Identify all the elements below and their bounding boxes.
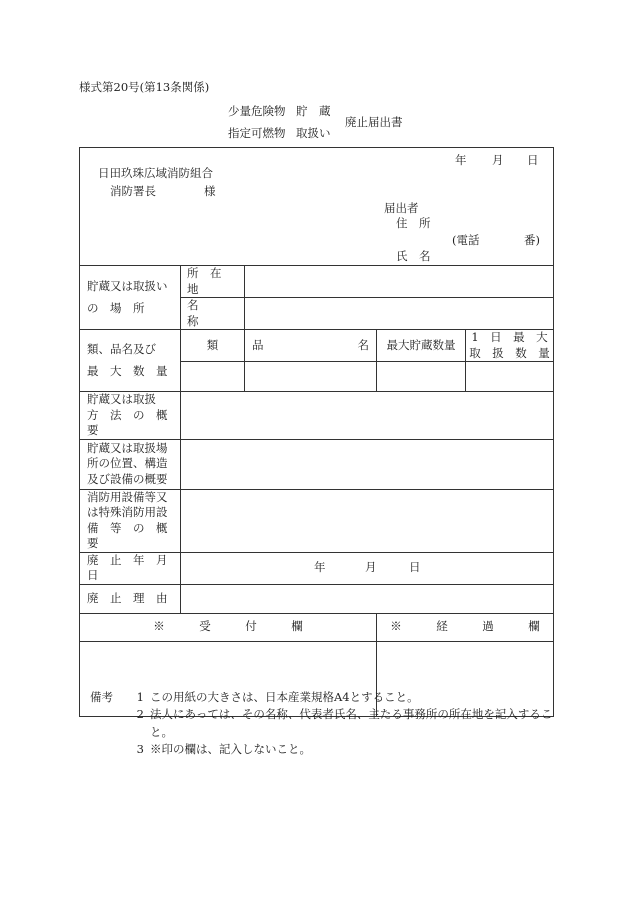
- method-label-line1: 貯蔵又は取扱: [87, 392, 156, 407]
- form-number: 様式第20号(第13条関係): [79, 80, 210, 94]
- facility-value[interactable]: [181, 439, 554, 489]
- col-daily-max-line1: 1 日 最 大: [471, 330, 548, 345]
- location-label-line2: の 場 所: [87, 300, 145, 315]
- name-field-value[interactable]: [245, 298, 554, 330]
- note-number: [126, 724, 144, 741]
- reception-column-header: ※ 受 付 欄: [80, 613, 377, 641]
- title-line2-action: 取扱い: [296, 126, 331, 140]
- location-label: [80, 266, 181, 330]
- progress-column-header: ※ 経 過 欄: [377, 613, 554, 641]
- fire-equipment-label-line3: 備 等 の 概 要: [87, 520, 179, 551]
- title-line2-type: 指定可燃物: [228, 126, 286, 140]
- note-number: 2: [136, 707, 144, 722]
- class-value[interactable]: [181, 362, 245, 392]
- max-storage-value[interactable]: [377, 362, 466, 392]
- facility-label-line3: 及び設備の概要: [87, 471, 168, 486]
- header-block: [80, 148, 554, 266]
- title-line1-type: 少量危険物: [228, 104, 286, 118]
- note-text: と。: [150, 724, 173, 739]
- method-label-line2: 方 法 の 概 要: [87, 407, 179, 438]
- honorific: 様: [204, 184, 216, 198]
- col-item-header-b: 名: [357, 337, 369, 352]
- facility-label-line1: 貯蔵又は取扱場: [87, 440, 168, 455]
- abolish-month-label: 月: [365, 559, 377, 574]
- col-daily-max-header: [466, 330, 554, 362]
- addressee-org: 日田玖珠広域消防組合: [98, 166, 213, 180]
- fire-equipment-label: [80, 489, 181, 552]
- address-field-label: 所 在 地: [181, 266, 245, 298]
- address-field-value[interactable]: [245, 266, 554, 298]
- facility-label: [80, 439, 181, 489]
- application-form-table: [79, 147, 554, 717]
- applicant-label: 届出者: [384, 201, 419, 215]
- date-month-label: 月: [492, 153, 504, 167]
- class-item-label-line2: 最 大 数 量: [87, 363, 168, 378]
- abolish-date-value[interactable]: [181, 552, 554, 584]
- method-label: [80, 392, 181, 440]
- fire-equipment-value[interactable]: [181, 489, 554, 552]
- name-field-label: 名 称: [181, 298, 245, 330]
- title-line1-action: 貯 蔵: [296, 104, 331, 118]
- note-number: 1: [136, 690, 144, 704]
- abolish-year-label: 年: [314, 559, 326, 574]
- note-number: 3: [136, 741, 144, 756]
- col-daily-max-line2: 取 扱 数 量: [469, 345, 550, 360]
- addressee-title: 消防署長: [110, 184, 156, 198]
- class-item-label: [80, 330, 181, 392]
- phone-close-label: 番): [524, 233, 540, 247]
- title-suffix: 廃止届出書: [345, 115, 403, 129]
- notes-section: [90, 689, 552, 758]
- daily-max-value[interactable]: [466, 362, 554, 392]
- abolish-date-label-text: 廃 止 年 月 日: [87, 552, 179, 583]
- abolish-reason-value[interactable]: [181, 584, 554, 613]
- note-text: ※印の欄は、記入しないこと。: [150, 741, 311, 756]
- abolish-date-label: [80, 552, 181, 584]
- col-item-header-a: 品: [252, 337, 264, 352]
- notes-label: 備考: [90, 690, 113, 704]
- abolish-reason-label-text: 廃 止 理 由: [87, 590, 168, 605]
- date-year-label: 年: [455, 153, 467, 167]
- note-text: この用紙の大きさは、日本産業規格A4とすること。: [150, 690, 419, 704]
- phone-open-label: (電話: [452, 233, 480, 247]
- item-value[interactable]: [245, 362, 377, 392]
- address-label: 住 所: [396, 216, 431, 230]
- fire-equipment-label-line1: 消防用設備等又: [87, 489, 168, 504]
- name-label: 氏 名: [396, 249, 431, 263]
- facility-label-line2: 所の位置、構造: [87, 456, 168, 471]
- abolish-day-label: 日: [409, 559, 421, 574]
- col-item-header: [245, 330, 377, 362]
- col-max-storage-header: 最大貯蔵数量: [377, 330, 466, 362]
- note-text: 法人にあっては、その名称、代表者氏名、主たる事務所の所在地を記入するこ: [150, 707, 553, 722]
- method-value[interactable]: [181, 392, 554, 440]
- date-day-label: 日: [527, 153, 539, 167]
- location-label-line1: 貯蔵又は取扱い: [87, 279, 168, 294]
- abolish-reason-label: [80, 584, 181, 613]
- class-item-label-line1: 類、品名及び: [87, 342, 156, 357]
- fire-equipment-label-line2: は特殊消防用設: [87, 505, 168, 520]
- col-class-header: 類: [181, 330, 245, 362]
